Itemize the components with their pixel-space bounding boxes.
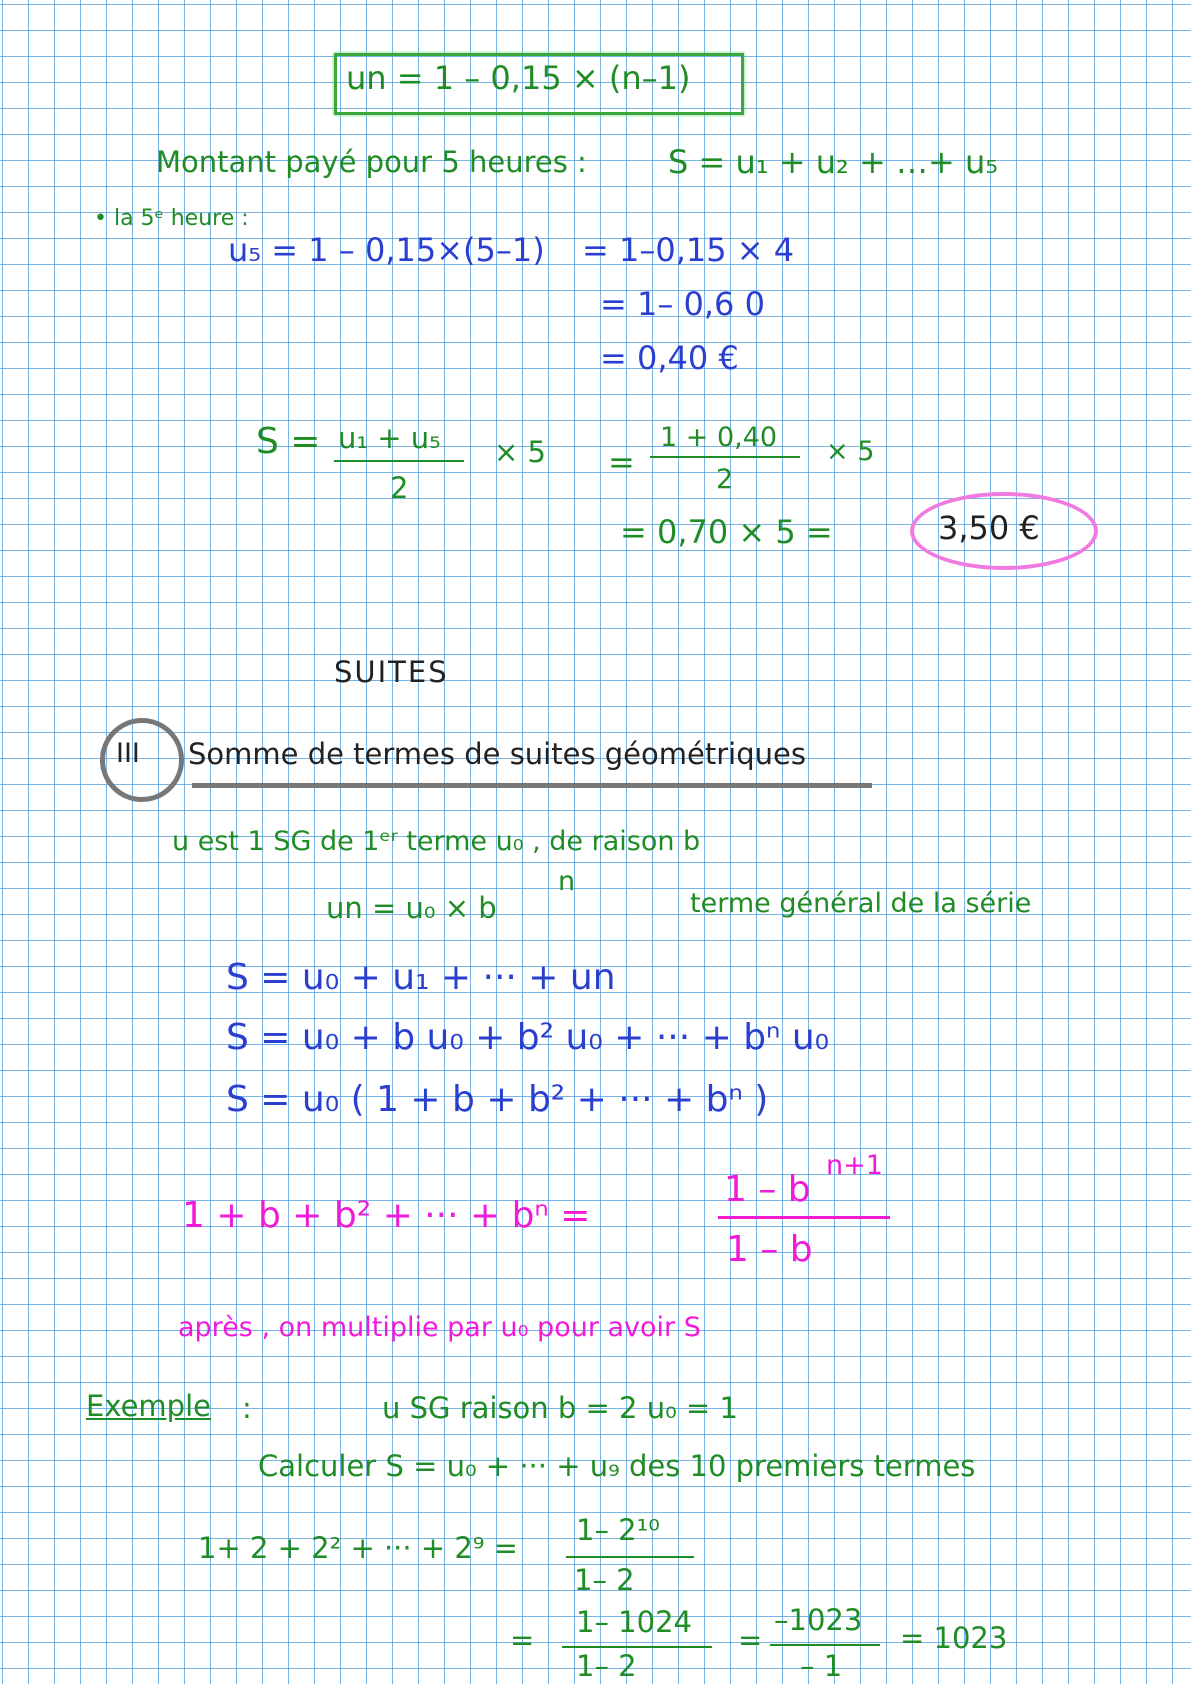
exemple-frac1-den: 1– 2	[574, 1563, 635, 1597]
exemple-sum-left: 1+ 2 + 2² + ··· + 2⁹ =	[198, 1531, 518, 1565]
somme-times5b: × 5	[826, 436, 875, 467]
somme-frac2-den: 2	[716, 464, 734, 495]
somme-frac1-num: u₁ + u₅	[338, 421, 441, 455]
formula-box-text: un = 1 – 0,15 × (n–1)	[346, 59, 691, 97]
exemple-frac2-bar	[562, 1646, 712, 1648]
exemple-result: = 1023	[900, 1621, 1008, 1655]
exemple-frac3-num: –1023	[774, 1603, 863, 1637]
exemple-frac2-den: 1– 2	[576, 1649, 637, 1683]
somme-result: 3,50 €	[938, 509, 1040, 547]
exemple-line1: u SG raison b = 2 u₀ = 1	[382, 1391, 738, 1425]
geo-num: 1 – b	[724, 1169, 811, 1210]
u5-line1-right: = 1–0,15 × 4	[582, 231, 795, 269]
general-term: un = u₀ × b	[326, 891, 497, 925]
montant-formula: S = u₁ + u₂ + …+ u₅	[668, 143, 999, 181]
exemple-frac1-num: 1– 2¹⁰	[576, 1513, 660, 1547]
general-term-exp: n	[558, 866, 576, 897]
somme-frac2-bar	[650, 456, 800, 458]
somme-frac1-bar	[334, 460, 464, 462]
montant-label: Montant payé pour 5 heures :	[156, 145, 587, 179]
exemple-eq2: =	[510, 1623, 535, 1657]
part-title-underline	[192, 783, 872, 788]
exemple-label: Exemple	[86, 1389, 211, 1423]
geo-den: 1 – b	[726, 1229, 813, 1270]
u5-line1-left: u₅ = 1 – 0,15×(5–1)	[228, 231, 545, 269]
geo-left: 1 + b + b² + ··· + bⁿ =	[182, 1195, 591, 1236]
sum-line-1: S = u₀ + u₁ + ··· + un	[226, 957, 616, 998]
somme-eq: =	[608, 443, 635, 481]
geo-num-exp: n+1	[826, 1150, 883, 1181]
part-numeral: III	[116, 738, 140, 769]
somme-times5: × 5	[494, 435, 546, 469]
definition-line1: u est 1 SG de 1ᵉʳ terme u₀ , de raison b	[172, 826, 701, 857]
exemple-frac1-bar	[566, 1556, 694, 1558]
somme-frac1-den: 2	[390, 471, 409, 505]
general-term-label: terme général de la série	[690, 888, 1032, 919]
sum-line-3: S = u₀ ( 1 + b + b² + ··· + bⁿ )	[226, 1079, 769, 1120]
part-title: Somme de termes de suites géométriques	[188, 737, 806, 771]
somme-line2: = 0,70 × 5 =	[620, 513, 833, 551]
sum-line-2: S = u₀ + b u₀ + b² u₀ + ··· + bⁿ u₀	[226, 1017, 830, 1058]
exemple-colon: :	[242, 1391, 252, 1425]
exemple-frac3-bar	[770, 1644, 880, 1646]
geo-frac-bar	[718, 1216, 890, 1219]
bullet-5e-heure: • la 5ᵉ heure :	[94, 206, 249, 231]
exemple-eq3: =	[738, 1623, 763, 1657]
apres-line: après , on multiplie par u₀ pour avoir S	[178, 1312, 701, 1343]
exemple-frac3-den: – 1	[800, 1649, 843, 1683]
somme-frac2-num: 1 + 0,40	[660, 422, 778, 453]
part-numeral-circle	[100, 718, 184, 802]
exemple-line2: Calculer S = u₀ + ··· + u₉ des 10 premiers termes	[258, 1449, 976, 1483]
u5-line2: = 1– 0,6 0	[600, 285, 765, 323]
section-title: SUITES	[334, 655, 449, 689]
somme-S-eq: S =	[256, 421, 321, 462]
u5-line3: = 0,40 €	[600, 339, 739, 377]
exemple-frac2-num: 1– 1024	[576, 1605, 692, 1639]
